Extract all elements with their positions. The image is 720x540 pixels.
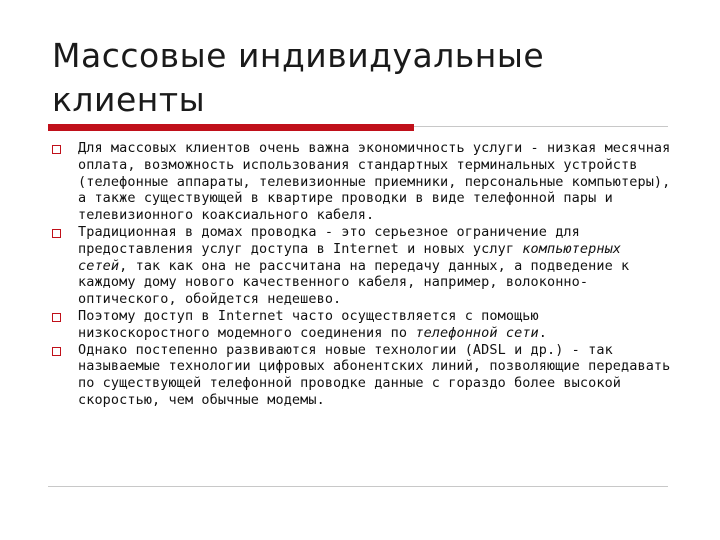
bullet-text-part: .	[538, 324, 547, 341]
hollow-square-bullet-icon	[52, 347, 61, 356]
bullet-item-1	[52, 140, 672, 224]
bullet-item-2	[52, 224, 672, 308]
bullet-text-italic: телефонной сети	[415, 324, 539, 341]
hollow-square-bullet-icon	[52, 313, 61, 322]
bullet-text-part: Поэтому доступ в Internet часто осуществляется с помощью низкоскоростного модемного соединения по	[78, 307, 539, 341]
bullet-list	[52, 140, 672, 409]
footer-divider	[48, 486, 668, 487]
hollow-square-bullet-icon	[52, 145, 61, 154]
bullet-item-4	[52, 342, 672, 409]
hollow-square-bullet-icon	[52, 229, 61, 238]
bullet-text: Однако постепенно развиваются новые технологии (ADSL и др.) - так называемые технологии цифровых абонентских линий, позволяющие передавать по существующей телефонной проводке данные с гораздо более высокой скоростью, чем обычные модемы.	[78, 341, 671, 408]
title-accent-bar	[48, 124, 414, 131]
slide-title-line-2: клиенты	[52, 80, 206, 119]
bullet-text	[78, 224, 672, 308]
slide-title-line-1: Массовые индивидуальные	[52, 36, 545, 75]
slide-title	[52, 34, 672, 122]
bullet-text-part: , так как она не рассчитана на передачу данных, а подведение к каждому дому нового качественного кабеля, например, волоконно-оптического, обойдется недешево.	[78, 257, 630, 308]
bullet-text	[78, 308, 672, 342]
bullet-item-3	[52, 308, 672, 342]
bullet-text: Для массовых клиентов очень важна экономичность услуги - низкая месячная оплата, возможность использования стандартных терминальных устройств (телефонные аппараты, телевизионные приемники, персональные компьютеры), а также существующей в квартире проводки в виде телефонной пары и телевизионного коаксиального кабеля.	[78, 140, 671, 224]
bullet-text-part: Традиционная в домах проводка - это серьезное ограничение для предоставления услуг доступа в Internet и новых услуг	[78, 223, 580, 257]
bullet-text-italic: компьютерных сетей	[78, 240, 622, 274]
